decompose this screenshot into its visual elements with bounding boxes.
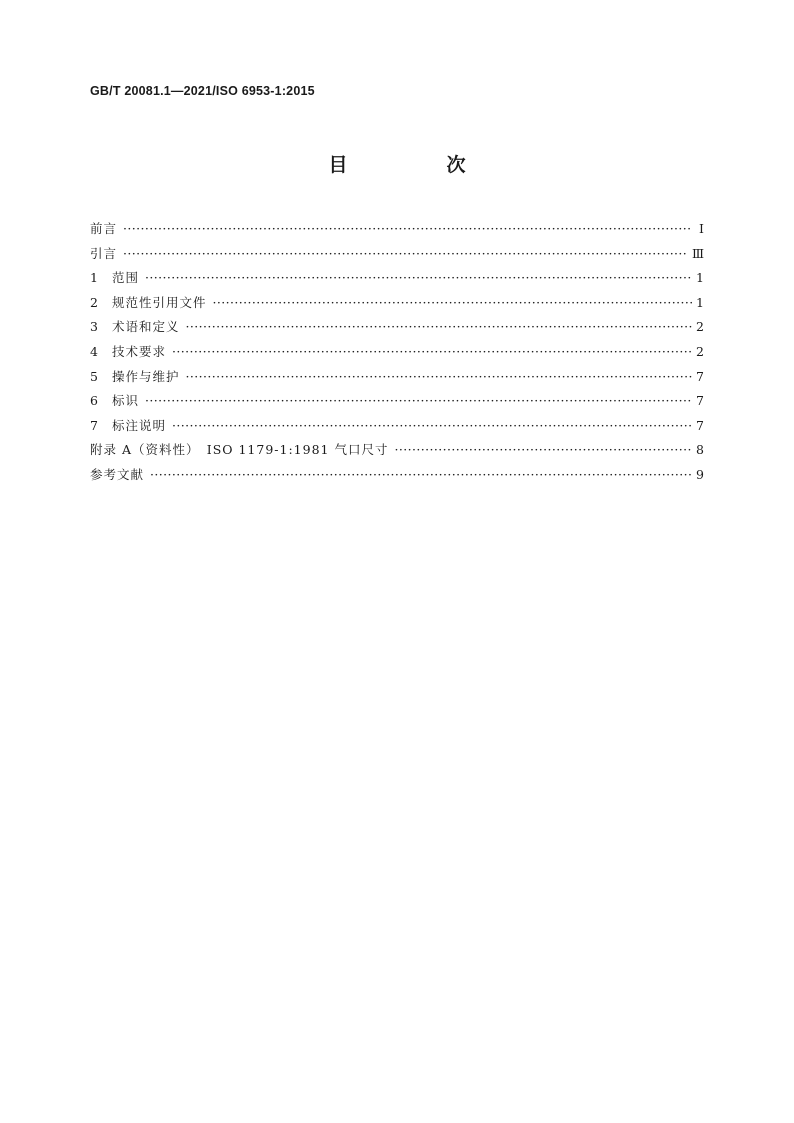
toc-entry-scope[interactable] <box>90 266 704 291</box>
table-of-contents <box>90 217 704 488</box>
toc-entry-label: 附录 A（资料性） ISO 1179-1:1981 气口尺寸 <box>90 442 389 458</box>
toc-entry-page: 7 <box>696 393 704 409</box>
toc-leader-dots <box>394 438 692 463</box>
toc-entry-number: 1 <box>90 270 98 286</box>
toc-entry-label: 术语和定义 <box>112 319 180 335</box>
toc-entry-page: 7 <box>696 417 704 433</box>
toc-leader-dots <box>213 291 692 316</box>
toc-leader-dots <box>172 340 692 365</box>
standard-number: GB/T 20081.1—2021/ISO 6953-1:2015 <box>90 84 315 98</box>
toc-entry-page: Ⅲ <box>691 245 704 261</box>
toc-leader-dots <box>172 414 692 439</box>
toc-entry-number: 6 <box>90 393 98 409</box>
page-title: 目 次 <box>328 154 506 176</box>
toc-entry-page: 1 <box>696 294 704 310</box>
toc-leader-dots <box>145 266 692 291</box>
toc-entry-page: Ⅰ <box>699 221 704 236</box>
toc-entry-page: 8 <box>696 442 704 458</box>
toc-entry-technical-requirements[interactable] <box>90 340 704 365</box>
toc-entry-page: 1 <box>696 270 704 286</box>
toc-leader-dots <box>186 315 692 340</box>
toc-entry-label: 操作与维护 <box>112 368 180 384</box>
toc-entry-foreword[interactable] <box>90 217 704 242</box>
toc-entry-terms-definitions[interactable] <box>90 315 704 340</box>
toc-leader-dots <box>123 217 692 242</box>
toc-entry-number: 4 <box>90 343 98 359</box>
toc-entry-operation-maintenance[interactable] <box>90 365 704 390</box>
toc-entry-number: 3 <box>90 319 98 335</box>
toc-entry-normative-references[interactable] <box>90 291 704 316</box>
toc-entry-label: 技术要求 <box>112 343 167 359</box>
toc-entry-page: 9 <box>696 466 704 482</box>
toc-entry-number: 5 <box>90 368 98 384</box>
toc-entry-introduction[interactable] <box>90 242 704 267</box>
toc-entry-label: 标注说明 <box>112 417 167 433</box>
toc-entry-page: 2 <box>696 343 704 359</box>
toc-entry-marking[interactable] <box>90 389 704 414</box>
toc-leader-dots <box>145 389 692 414</box>
toc-entry-label: 规范性引用文件 <box>112 294 207 310</box>
toc-entry-label: 标识 <box>112 393 140 409</box>
toc-entry-label: 前言 <box>90 221 118 236</box>
toc-entry-label: 参考文献 <box>90 466 145 482</box>
toc-entry-label: 引言 <box>90 245 118 261</box>
toc-entry-identification-statement[interactable] <box>90 414 704 439</box>
toc-entry-bibliography[interactable] <box>90 463 704 488</box>
toc-entry-number: 2 <box>90 294 98 310</box>
toc-entry-page: 2 <box>696 319 704 335</box>
toc-entry-label: 范围 <box>112 270 140 286</box>
toc-entry-page: 7 <box>696 368 704 384</box>
toc-entry-number: 7 <box>90 417 98 433</box>
toc-entry-annex-a[interactable] <box>90 438 704 463</box>
toc-leader-dots <box>123 242 688 267</box>
toc-leader-dots <box>150 463 692 488</box>
toc-leader-dots <box>186 365 692 390</box>
